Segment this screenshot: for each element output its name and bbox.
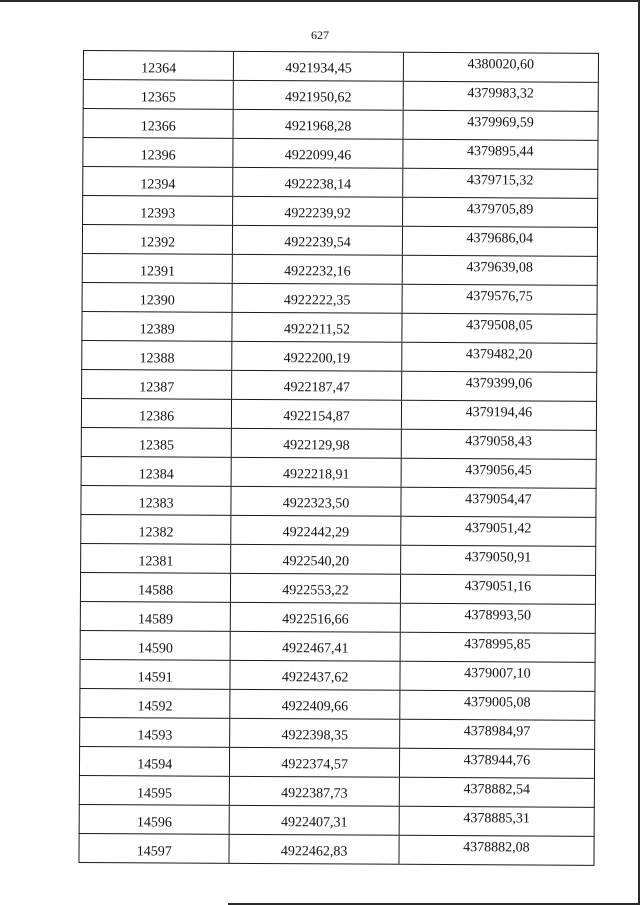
x-coordinate-cell: 4921950,62 [233,81,402,110]
point-id-cell: 14592 [137,699,173,715]
table-row [81,399,597,431]
y-coordinate-cell: 4379639,08 [401,256,596,285]
x-coordinate-cell: 4922462,83 [229,835,398,864]
point-id-cell: 12396 [140,148,176,164]
table-row [81,312,597,344]
point-id-cell: 14591 [137,670,173,686]
x-coordinate-cell: 4922398,35 [230,719,399,748]
x-coordinate-cell: 4922099,46 [233,139,402,168]
x-coordinate-cell: 4922239,92 [232,197,401,226]
x-coordinate-cell: 4922442,29 [231,516,400,545]
table-row [80,486,596,518]
table-row [81,341,597,373]
x-coordinate-cell: 4922218,91 [231,458,400,487]
x-coordinate-cell: 4922211,52 [232,313,401,342]
y-coordinate-cell: 4379969,59 [402,111,597,140]
point-id-cell: 12392 [140,235,176,251]
point-id-cell: 12382 [138,525,174,541]
y-coordinate-cell: 4379705,89 [402,198,597,227]
x-coordinate-cell: 4922232,16 [232,255,401,284]
y-coordinate-cell: 4379983,32 [402,82,597,111]
x-coordinate-cell: 4922222,35 [232,284,401,313]
point-id-cell: 14597 [136,844,172,860]
y-coordinate-cell: 4379399,06 [401,372,596,401]
scan-border-top [0,0,640,2]
x-coordinate-cell: 4922553,22 [230,574,399,603]
table-row [83,80,599,112]
y-coordinate-cell: 4378995,85 [399,633,594,662]
point-id-cell: 14590 [137,641,173,657]
table-row [80,631,596,663]
table-row [82,196,598,228]
point-id-cell: 12390 [139,293,175,309]
table-row [79,660,595,692]
y-coordinate-cell: 4379051,42 [400,517,595,546]
point-id-cell: 12389 [139,322,175,338]
y-coordinate-cell: 4379050,91 [400,546,595,575]
table-row [79,689,595,721]
table-row [78,834,594,866]
x-coordinate-cell: 4922407,31 [229,806,398,835]
point-id-cell: 14594 [137,757,173,773]
point-id-cell: 12386 [139,409,175,425]
x-coordinate-cell: 4922409,66 [230,690,399,719]
table-row [82,138,598,170]
y-coordinate-cell: 4379194,46 [401,401,596,430]
y-coordinate-cell: 4379895,44 [402,140,597,169]
table-row [80,573,596,605]
y-coordinate-cell: 4378984,97 [399,720,594,749]
y-coordinate-cell: 4378944,76 [399,749,594,778]
table-row [79,776,595,808]
table-row [79,718,595,750]
y-coordinate-cell: 4379007,10 [399,662,594,691]
x-coordinate-cell: 4922129,98 [231,429,400,458]
x-coordinate-cell: 4921934,45 [233,52,402,81]
point-id-cell: 12383 [138,496,174,512]
table-row [80,602,596,634]
y-coordinate-cell: 4379482,20 [401,343,596,372]
y-coordinate-cell: 4379715,32 [402,169,597,198]
table-row [82,254,598,286]
y-coordinate-cell: 4379686,04 [402,227,597,256]
y-coordinate-cell: 4379056,45 [400,459,595,488]
point-id-cell: 12388 [139,351,175,367]
coordinate-table [78,50,599,866]
y-coordinate-cell: 4378882,54 [399,778,594,807]
y-coordinate-cell: 4379054,47 [400,488,595,517]
point-id-cell: 12385 [138,438,175,454]
table-row [80,544,596,576]
table-row [80,515,596,547]
y-coordinate-cell: 4380020,60 [403,53,598,82]
y-coordinate-cell: 4379005,08 [399,691,594,720]
point-id-cell: 14589 [137,612,174,628]
x-coordinate-cell: 4922387,73 [229,777,398,806]
x-coordinate-cell: 4922154,87 [231,400,400,429]
x-coordinate-cell: 4922323,50 [231,487,400,516]
table-row [82,283,598,315]
point-id-cell: 12364 [141,61,177,77]
table-row [81,370,597,402]
y-coordinate-cell: 4378993,50 [400,604,595,633]
x-coordinate-cell: 4922200,19 [232,342,401,371]
point-id-cell: 12365 [140,90,176,106]
y-coordinate-cell: 4379051,16 [400,575,595,604]
x-coordinate-cell: 4922467,41 [230,632,399,661]
x-coordinate-cell: 4921968,28 [233,110,402,139]
table-row [81,428,597,460]
point-id-cell: 14596 [136,815,172,831]
table-row [79,805,595,837]
x-coordinate-cell: 4922187,47 [231,371,400,400]
x-coordinate-cell: 4922540,20 [231,545,400,574]
point-id-cell: 14588 [138,583,174,599]
x-coordinate-cell: 4922437,62 [230,661,399,690]
x-coordinate-cell: 4922516,66 [230,603,399,632]
table-row [83,50,599,83]
x-coordinate-cell: 4922238,14 [233,168,402,197]
point-id-cell: 12391 [139,264,176,280]
table-row [83,109,599,141]
point-id-cell: 12393 [140,206,176,222]
y-coordinate-cell: 4379508,05 [401,314,596,343]
table-row [82,167,598,199]
y-coordinate-cell: 4378882,08 [398,836,593,865]
x-coordinate-cell: 4922374,57 [229,748,398,777]
table-row [81,457,597,489]
x-coordinate-cell: 4922239,54 [232,226,401,255]
point-id-cell: 14593 [137,728,173,744]
point-id-cell: 12387 [139,380,175,396]
point-id-cell: 12384 [138,467,174,483]
table-row [79,747,595,779]
point-id-cell: 14595 [137,786,173,802]
y-coordinate-cell: 4379058,43 [400,430,595,459]
y-coordinate-cell: 4379576,75 [401,285,596,314]
y-coordinate-cell: 4378885,31 [398,807,593,836]
point-id-cell: 12394 [140,177,176,193]
point-id-cell: 12366 [140,119,176,135]
point-id-cell: 12381 [138,554,174,570]
table-row [82,225,598,257]
page-number: 627 [311,28,329,42]
